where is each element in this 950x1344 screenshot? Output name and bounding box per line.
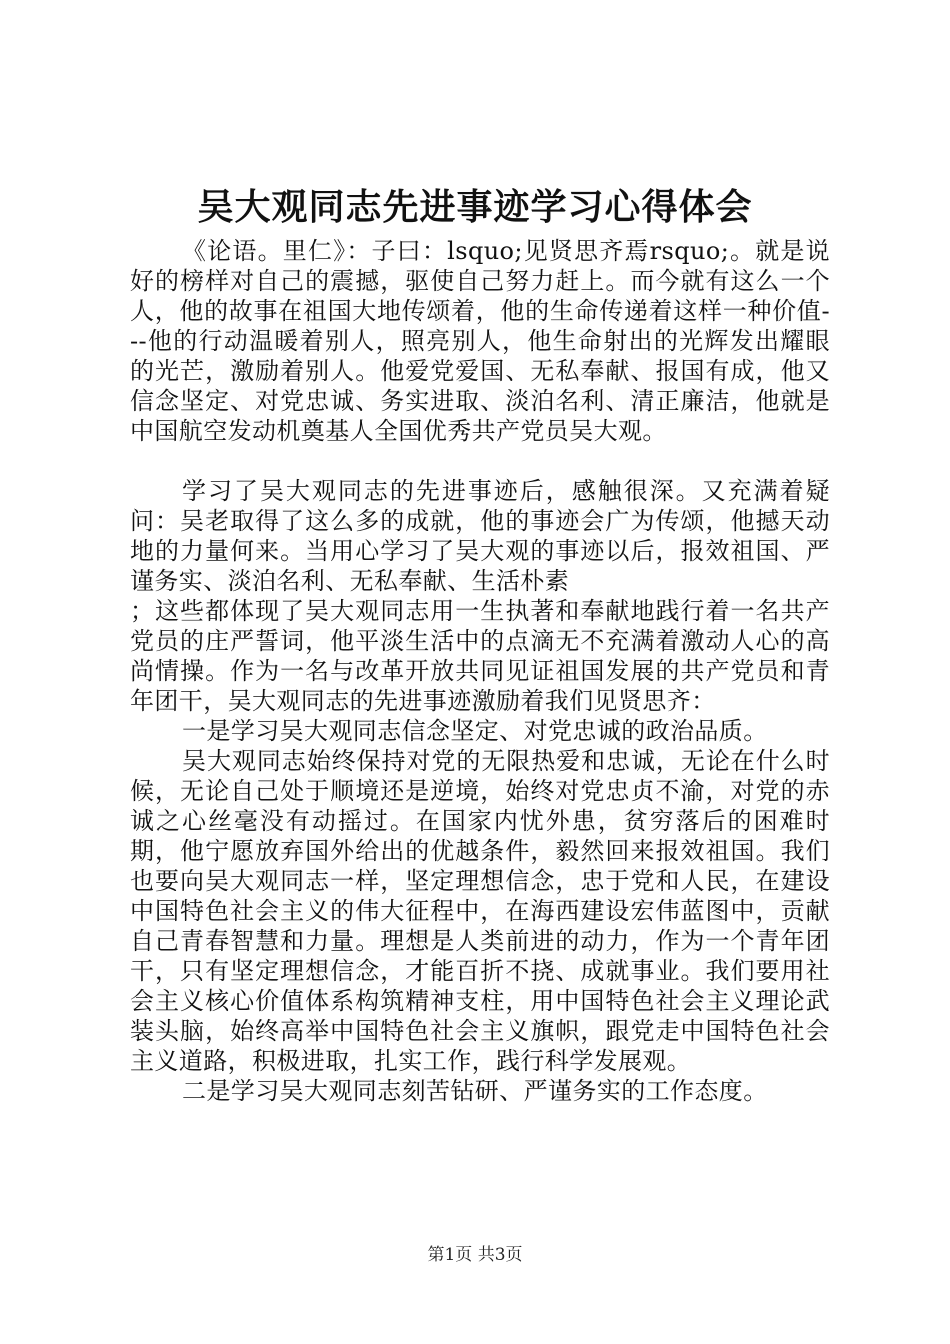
paragraph-section-one: 吴大观同志始终保持对党的无限热爱和忠诚，无论在什么时候，无论自己处于顺境还是逆境，始终对党忠贞不渝，对党的赤诚之心丝毫没有动摇过。在国家内忧外患，贫穷落后的困难时期，他宁愿放弃国外给出的优越条件，毅然回来报效祖国。我们也要向吴大观同志一样，坚定理想信念，忠于党和人民，在建设中国特色社会主义的伟大征程中，在海西建设宏伟蓝图中，贡献自己青春智慧和力量。理想是人类前进的动力，作为一个青年团干，只有坚定理想信念，才能百折不挠、成就事业。我们要用社会主义核心价值体系构筑精神支柱，用中国特色社会主义理论武装头脑，始终高举中国特色社会主义旗帜，跟党走中国特色社会主义道路，积极进取，扎实工作，践行科学发展观。 [130,747,830,1075]
page-number-footer: 第1页 共3页 [427,1245,523,1265]
paragraph-intro: 《论语。里仁》：子曰：lsquo;见贤思齐焉rsquo;。就是说好的榜样对自己的震撼，驱使自己努力赶上。而今就有这么一个人，他的故事在祖国大地传颂着，他的生命传递着这样一种价值---他的行动温暖着别人，照亮别人，他生命射出的光辉发出耀眼的光芒，激励着别人。他爱党爱国、无私奉献、报国有成，他又信念坚定、对党忠诚、务实进取、淡泊名利、清正廉洁，他就是中国航空发动机奠基人全国优秀共产党员吴大观。 [130,237,830,445]
section-heading-two: 二是学习吴大观同志刻苦钻研、严谨务实的工作态度。 [182,1077,768,1105]
document-body [130,236,830,1106]
section-heading-one: 一是学习吴大观同志信念坚定、对党忠诚的政治品质。 [182,717,768,745]
paragraph-reflection: 学习了吴大观同志的先进事迹后，感触很深。又充满着疑问：吴老取得了这么多的成就，他的事迹会广为传颂，他撼天动地的力量何来。当用心学习了吴大观的事迹以后，报效祖国、严谨务实、淡泊名利、无私奉献、生活朴素 [130,477,830,595]
paragraph-reflection-continued: ；这些都体现了吴大观同志用一生执著和奉献地践行着一名共产党员的庄严誓词，他平淡生活中的点滴无不充满着激动人心的高尚情操。作为一名与改革开放共同见证祖国发展的共产党员和青年团干，吴大观同志的先进事迹激励着我们见贤思齐： [130,597,830,715]
paragraph-spacer [130,446,830,476]
document-title: 吴大观同志先进事迹学习心得体会 [197,187,753,228]
